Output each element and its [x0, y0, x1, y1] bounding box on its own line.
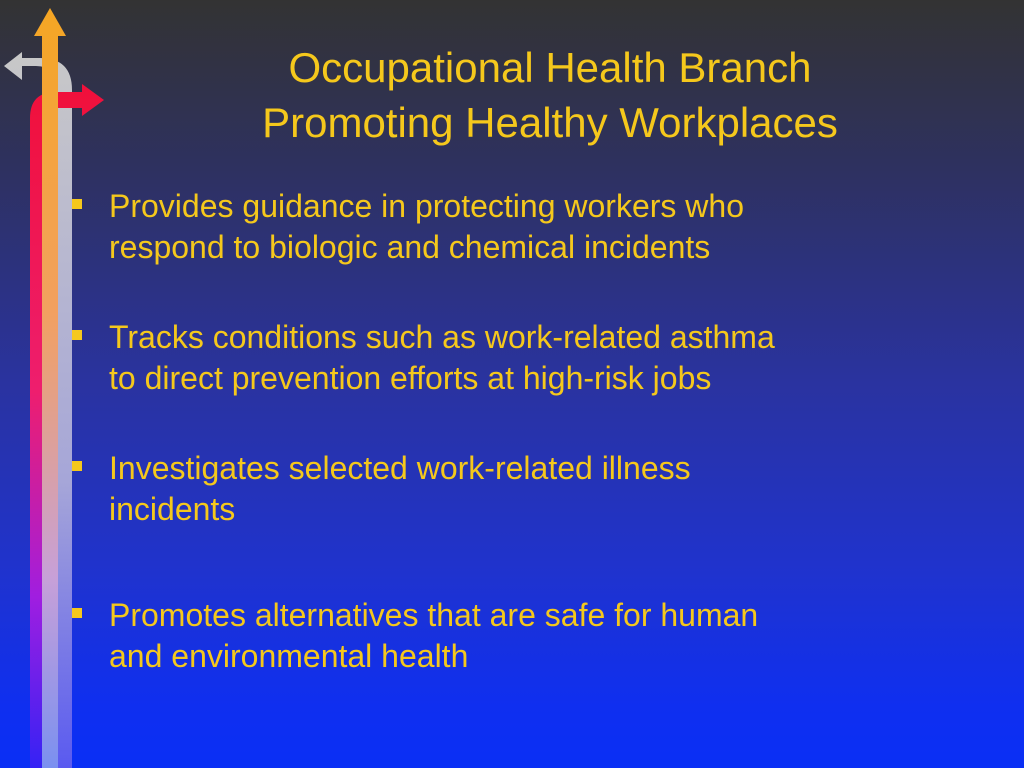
bullet-line: Investigates selected work-related illness — [109, 450, 691, 486]
bullet-text — [109, 448, 959, 530]
bullet-square-icon — [72, 199, 82, 209]
title-line-2: Promoting Healthy Workplaces — [262, 99, 838, 146]
bullet-text — [109, 186, 959, 268]
bullet-square-icon — [72, 330, 82, 340]
bullet-line: Promotes alternatives that are safe for human — [109, 597, 759, 633]
bullet-line: Tracks conditions such as work-related asthma — [109, 319, 775, 355]
decorative-arrows — [0, 0, 110, 768]
bullet-square-icon — [72, 608, 82, 618]
slide-title — [150, 40, 950, 150]
bullet-text — [109, 317, 959, 399]
bullet-line: incidents — [109, 491, 236, 527]
bullet-text — [109, 595, 959, 677]
bullet-square-icon — [72, 461, 82, 471]
bullet-line: to direct prevention efforts at high-risk jobs — [109, 360, 712, 396]
bullet-line: Provides guidance in protecting workers who — [109, 188, 744, 224]
bullet-line: respond to biologic and chemical incidents — [109, 229, 711, 265]
bullet-line: and environmental health — [109, 638, 469, 674]
title-line-1: Occupational Health Branch — [288, 44, 812, 91]
